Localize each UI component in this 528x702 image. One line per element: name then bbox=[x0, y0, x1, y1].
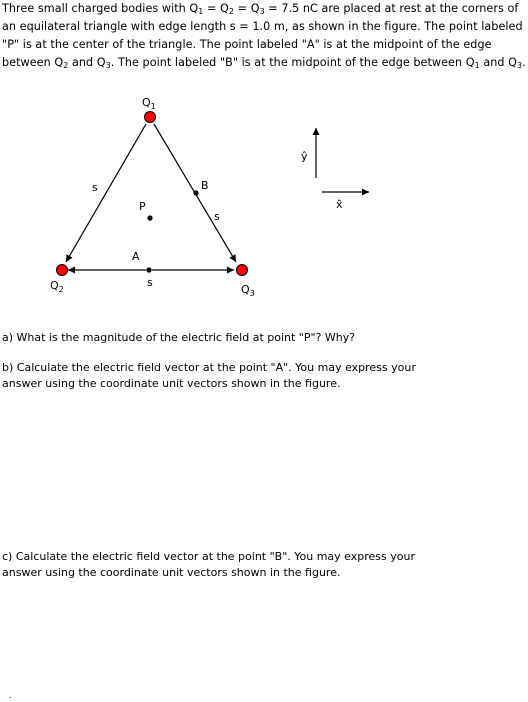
label-a: A bbox=[132, 250, 140, 263]
charge-q3 bbox=[237, 265, 248, 276]
question-b: b) Calculate the electric field vector at the point "A". You may express your answer using the coordinate unit vectors shown in the figure. bbox=[2, 361, 416, 390]
point-a-dot bbox=[146, 267, 151, 272]
point-b-dot bbox=[193, 190, 198, 195]
charge-q1 bbox=[145, 112, 156, 123]
label-q2: $Q_2$ bbox=[50, 279, 64, 294]
edge-arrow-q1-q2 bbox=[66, 124, 146, 262]
x-unit-label: x̂ bbox=[336, 198, 343, 211]
point-p-dot bbox=[147, 215, 152, 220]
problem-statement: Three small charged bodies with $Q_1 = Q_2 = Q_3 = 7.5$ nC are placed at rest at the corners of an equilateral triangle with edge length s = 1.0 m, as shown in the figure. The point labeled "P" is at the center of the triangle. The point labeled "A" is at the midpoint of the edge between $Q_2$ and $Q_3$. The point labeled "B" is at the midpoint of the edge between $Q_1$ and $Q_3$. bbox=[2, 2, 526, 70]
edge-label-bottom: s bbox=[147, 276, 153, 289]
label-p: P bbox=[139, 200, 146, 213]
question-a: a) What is the magnitude of the electric field at point "P"? Why? bbox=[2, 331, 356, 344]
label-q3: $Q_3$ bbox=[241, 283, 255, 298]
y-unit-label: ŷ bbox=[301, 150, 308, 163]
question-c: c) Calculate the electric field vector at the point "B". You may express your answer using the coordinate unit vectors shown in the figure. bbox=[2, 550, 415, 579]
charge-q2 bbox=[57, 265, 68, 276]
label-b: B bbox=[201, 179, 209, 192]
label-q1: $Q_1$ bbox=[142, 96, 156, 111]
footer-mark: . bbox=[9, 691, 12, 700]
edge-label-right: s bbox=[214, 210, 220, 223]
edge-label-left: s bbox=[92, 181, 98, 194]
